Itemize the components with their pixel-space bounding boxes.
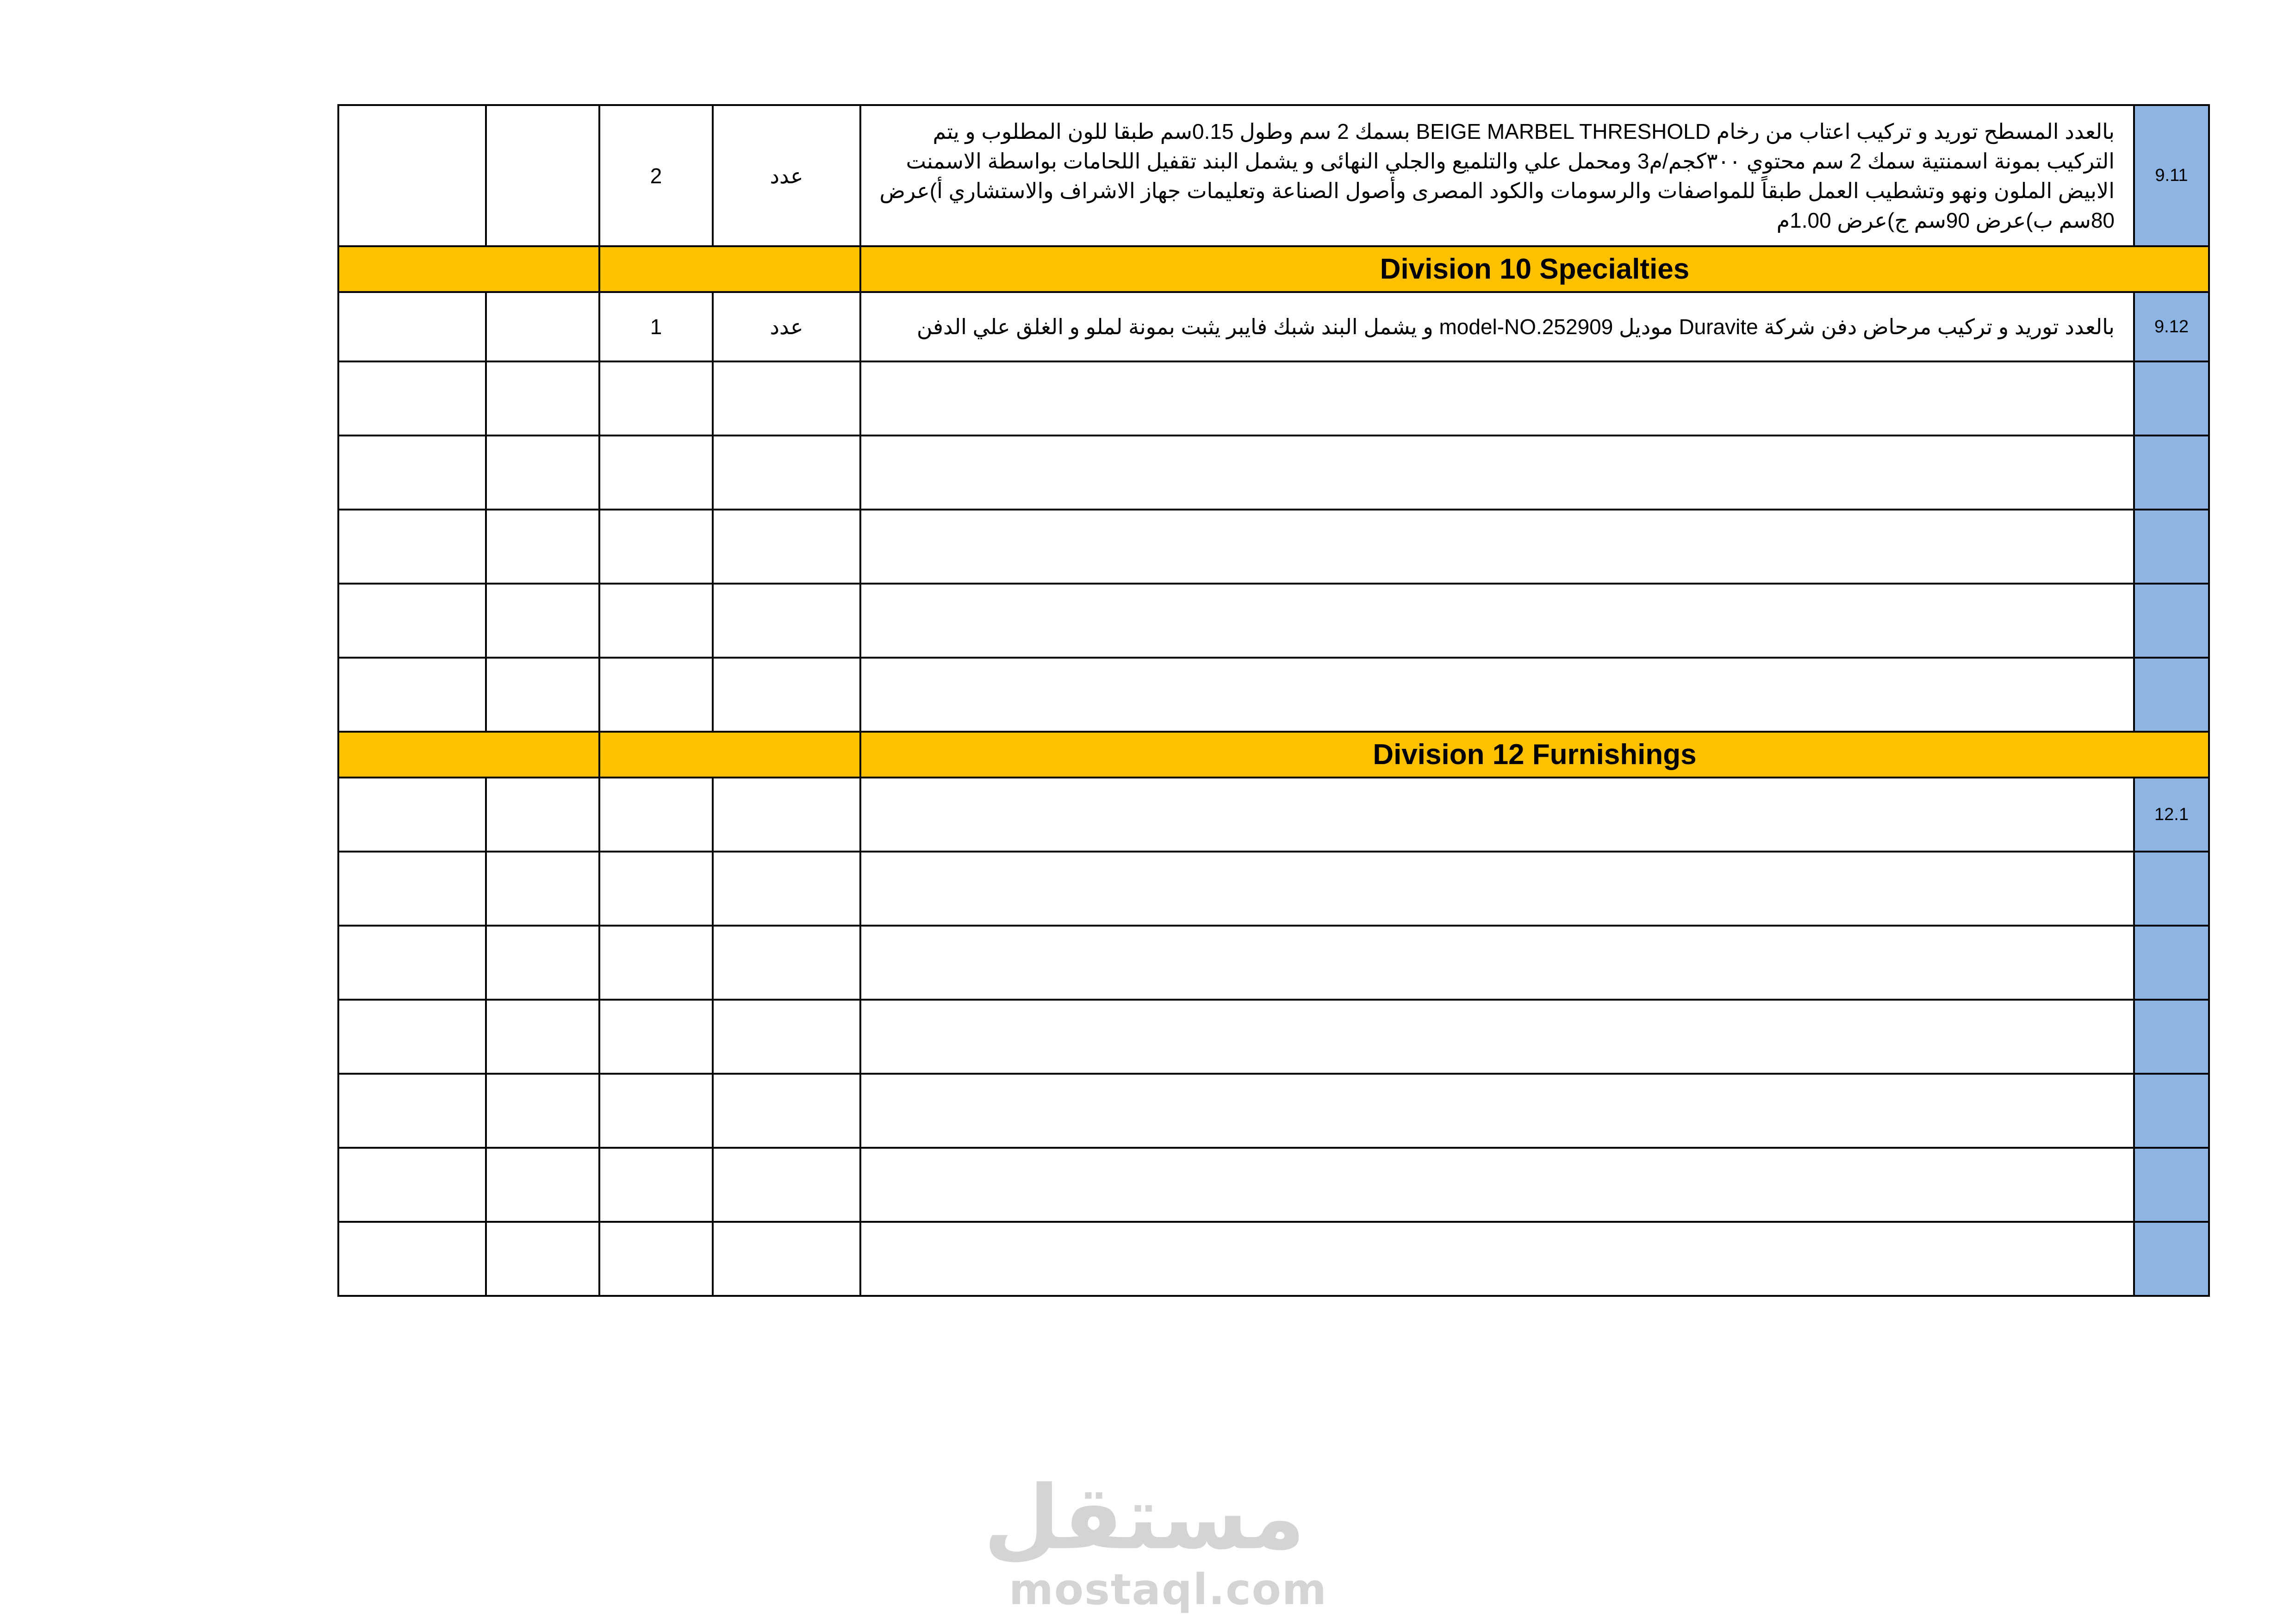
quantity-cell: [599, 584, 713, 658]
table-row: [338, 1000, 2209, 1074]
rate-cell: [486, 292, 599, 361]
quantity-cell: [599, 658, 713, 732]
quantity-cell: [599, 1000, 713, 1074]
table-row: [338, 778, 2209, 852]
total-cell: [338, 852, 486, 926]
total-cell: [338, 292, 486, 361]
unit-cell: [713, 510, 860, 584]
description-cell: [860, 852, 2134, 926]
item-number-cell: 9.12: [2134, 292, 2209, 361]
table-row: [338, 1222, 2209, 1296]
table-row: [338, 510, 2209, 584]
quantity-cell: [599, 926, 713, 1000]
rate-cell: [486, 361, 599, 436]
table-row: [338, 361, 2209, 436]
watermark-logo: مستقل: [983, 1467, 1305, 1569]
item-number-cell: [2134, 1222, 2209, 1296]
unit-cell: [713, 1000, 860, 1074]
watermark-url: mostaql.com: [1009, 1565, 1327, 1614]
rate-cell: [486, 778, 599, 852]
total-cell: [338, 658, 486, 732]
table-row: [338, 584, 2209, 658]
boq-table: [337, 104, 2210, 1297]
table-row: [338, 292, 2209, 361]
item-number-cell: [2134, 510, 2209, 584]
unit-cell: [713, 1148, 860, 1222]
item-number-cell: [2134, 584, 2209, 658]
description-cell: [860, 436, 2134, 510]
table-row: [338, 436, 2209, 510]
description-cell: بالعدد توريد و تركيب مرحاض دفن شركة Duravite موديل model-NO.252909 و يشمل البند شبك فايبر يثبت بمونة لملو و الغلق علي الدفن: [860, 292, 2134, 361]
table-row: [338, 1074, 2209, 1148]
rate-cell: [486, 658, 599, 732]
item-number-cell: [2134, 658, 2209, 732]
item-number-cell: 9.11: [2134, 105, 2209, 246]
description-cell: [860, 658, 2134, 732]
division-header-row: [338, 246, 2209, 292]
description-cell: [860, 778, 2134, 852]
unit-cell: [713, 926, 860, 1000]
rate-cell: [486, 1000, 599, 1074]
division-title: Division 12 Furnishings: [860, 732, 2209, 778]
unit-cell: [713, 1074, 860, 1148]
total-cell: [338, 1148, 486, 1222]
division-title: Division 10 Specialties: [860, 246, 2209, 292]
total-cell: [338, 510, 486, 584]
total-cell: [338, 436, 486, 510]
unit-cell: [713, 584, 860, 658]
division-empty-cell: [599, 246, 860, 292]
quantity-cell: [599, 1148, 713, 1222]
quantity-cell: [599, 361, 713, 436]
rate-cell: [486, 105, 599, 246]
description-cell: بالعدد المسطح توريد و تركيب اعتاب من رخام BEIGE MARBEL THRESHOLD بسمك 2 سم وطول 0.15سم طبقا للون المطلوب و يتم التركيب بمونة اسمنتية سمك 2 سم محتوي ٣٠٠كجم/م3 ومحمل علي والتلميع والجلي النهائى و يشمل البند تقفيل اللحامات بواسطة الاسمنت الابيض الملون ونهو وتشطيب العمل طبقاً للمواصفات والرسومات والكود المصرى وأصول الصناعة وتعليمات جهاز الاشراف والاستشاري أ)عرض 80سم ب)عرض 90سم ج)عرض 1.00م: [860, 105, 2134, 246]
quantity-cell: [599, 1222, 713, 1296]
quantity-cell: 1: [599, 292, 713, 361]
quantity-cell: [599, 436, 713, 510]
total-cell: [338, 1222, 486, 1296]
table-row: [338, 926, 2209, 1000]
quantity-cell: [599, 852, 713, 926]
quantity-cell: [599, 1074, 713, 1148]
unit-cell: [713, 658, 860, 732]
unit-cell: [713, 1222, 860, 1296]
item-number-cell: [2134, 852, 2209, 926]
mostaql-watermark: [983, 1467, 1327, 1615]
rate-cell: [486, 1222, 599, 1296]
total-cell: [338, 926, 486, 1000]
total-cell: [338, 584, 486, 658]
item-number-cell: [2134, 436, 2209, 510]
item-number-cell: 12.1: [2134, 778, 2209, 852]
item-number-cell: [2134, 926, 2209, 1000]
table-row: [338, 1148, 2209, 1222]
total-cell: [338, 1000, 486, 1074]
description-cell: [860, 510, 2134, 584]
division-header-row: [338, 732, 2209, 778]
total-cell: [338, 778, 486, 852]
total-cell: [338, 1074, 486, 1148]
rate-cell: [486, 436, 599, 510]
division-empty-cell: [338, 732, 599, 778]
rate-cell: [486, 510, 599, 584]
quantity-cell: [599, 510, 713, 584]
description-cell: [860, 584, 2134, 658]
description-cell: [860, 1148, 2134, 1222]
unit-cell: [713, 361, 860, 436]
rate-cell: [486, 584, 599, 658]
division-empty-cell: [338, 246, 599, 292]
description-cell: [860, 1222, 2134, 1296]
description-cell: [860, 1000, 2134, 1074]
unit-cell: [713, 436, 860, 510]
description-cell: [860, 1074, 2134, 1148]
unit-cell: عدد: [713, 292, 860, 361]
unit-cell: [713, 852, 860, 926]
item-number-cell: [2134, 361, 2209, 436]
total-cell: [338, 105, 486, 246]
quantity-cell: [599, 778, 713, 852]
rate-cell: [486, 1148, 599, 1222]
item-number-cell: [2134, 1000, 2209, 1074]
quantity-cell: 2: [599, 105, 713, 246]
unit-cell: عدد: [713, 105, 860, 246]
unit-cell: [713, 778, 860, 852]
table-row: [338, 105, 2209, 246]
item-number-cell: [2134, 1074, 2209, 1148]
total-cell: [338, 361, 486, 436]
table-row: [338, 852, 2209, 926]
division-empty-cell: [599, 732, 860, 778]
table-row: [338, 658, 2209, 732]
description-cell: [860, 361, 2134, 436]
description-cell: [860, 926, 2134, 1000]
rate-cell: [486, 1074, 599, 1148]
rate-cell: [486, 852, 599, 926]
rate-cell: [486, 926, 599, 1000]
item-number-cell: [2134, 1148, 2209, 1222]
